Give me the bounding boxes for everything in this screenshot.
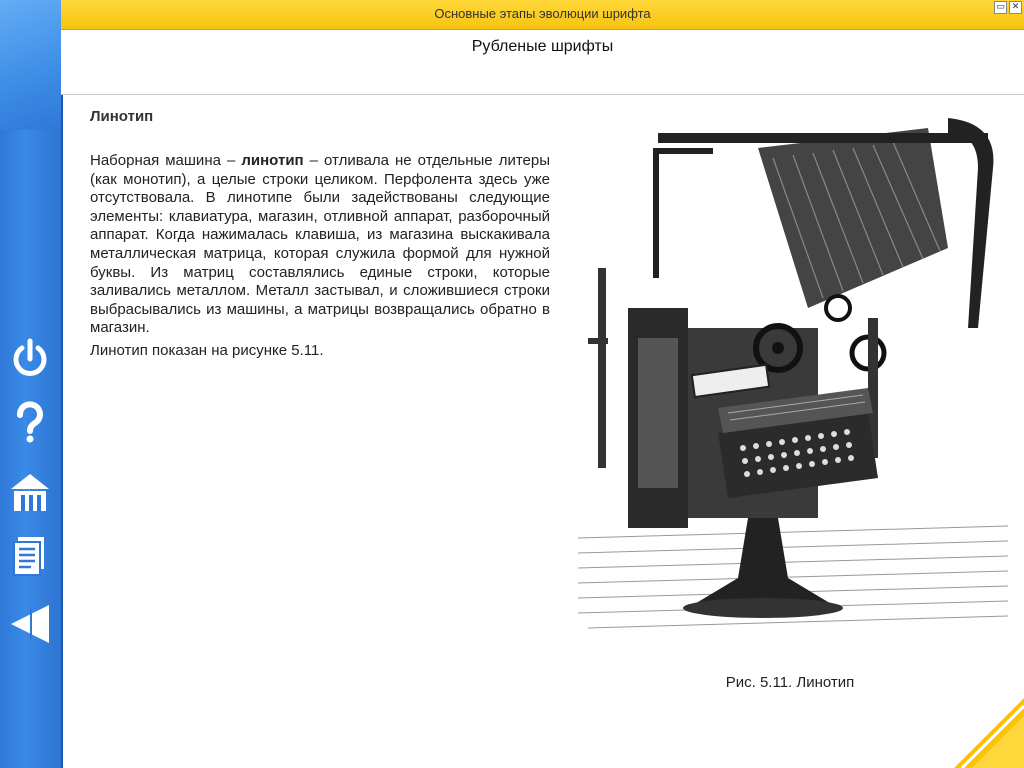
page-title: Рубленые шрифты <box>471 38 614 55</box>
paragraph-1 <box>90 152 550 338</box>
minimize-button[interactable]: ▭ <box>994 1 1007 14</box>
power-button[interactable] <box>8 336 52 380</box>
title-bar <box>61 0 1024 30</box>
close-button[interactable]: ✕ <box>1009 1 1022 14</box>
linotype-machine-drawing <box>568 108 1012 648</box>
window-controls <box>994 1 1022 14</box>
section-heading: Линотип <box>90 108 154 125</box>
help-button[interactable] <box>8 400 52 444</box>
sidebar <box>0 0 63 768</box>
linotype-illustration <box>568 108 1012 648</box>
home-button[interactable] <box>8 470 52 514</box>
contents-icon <box>9 535 51 577</box>
paragraph-2: Линотип показан на рисунке 5.11. <box>90 341 324 359</box>
paragraph-1-rest: – отливала не отдельные литеры (как монотип), а целые строки целиком. Перфолента здесь уже отсутствовала. В линотипе были задействованы следующие элементы: клавиатура, магазин, отливной аппарат, разборочный аппарат. Когда нажималась клавиша, из магазина выскакивала металлическая матрица, которая служила формой для нужной буквы. Из матриц составлялись единые строки, которые заливались металлом. Металл застывал, и сложившиеся строки выбрасывались из машины, а матрицы возвращались обратно в магазин. <box>90 152 550 337</box>
back-button[interactable] <box>8 602 52 646</box>
sidebar-top-gradient <box>0 0 61 130</box>
back-icon <box>9 603 51 645</box>
help-icon <box>9 401 51 443</box>
home-icon <box>9 471 51 513</box>
paragraph-1-start: Наборная машина – <box>90 152 242 169</box>
power-icon <box>9 337 51 379</box>
body-text <box>90 152 550 361</box>
figure-caption: Рис. 5.11. Линотип <box>725 674 855 691</box>
paragraph-1-bold-term: линотип <box>241 152 304 169</box>
window-title: Основные этапы эволюции шрифта <box>434 6 651 21</box>
page-header <box>61 30 1024 95</box>
corner-decoration <box>954 698 1024 768</box>
contents-button[interactable] <box>8 534 52 578</box>
